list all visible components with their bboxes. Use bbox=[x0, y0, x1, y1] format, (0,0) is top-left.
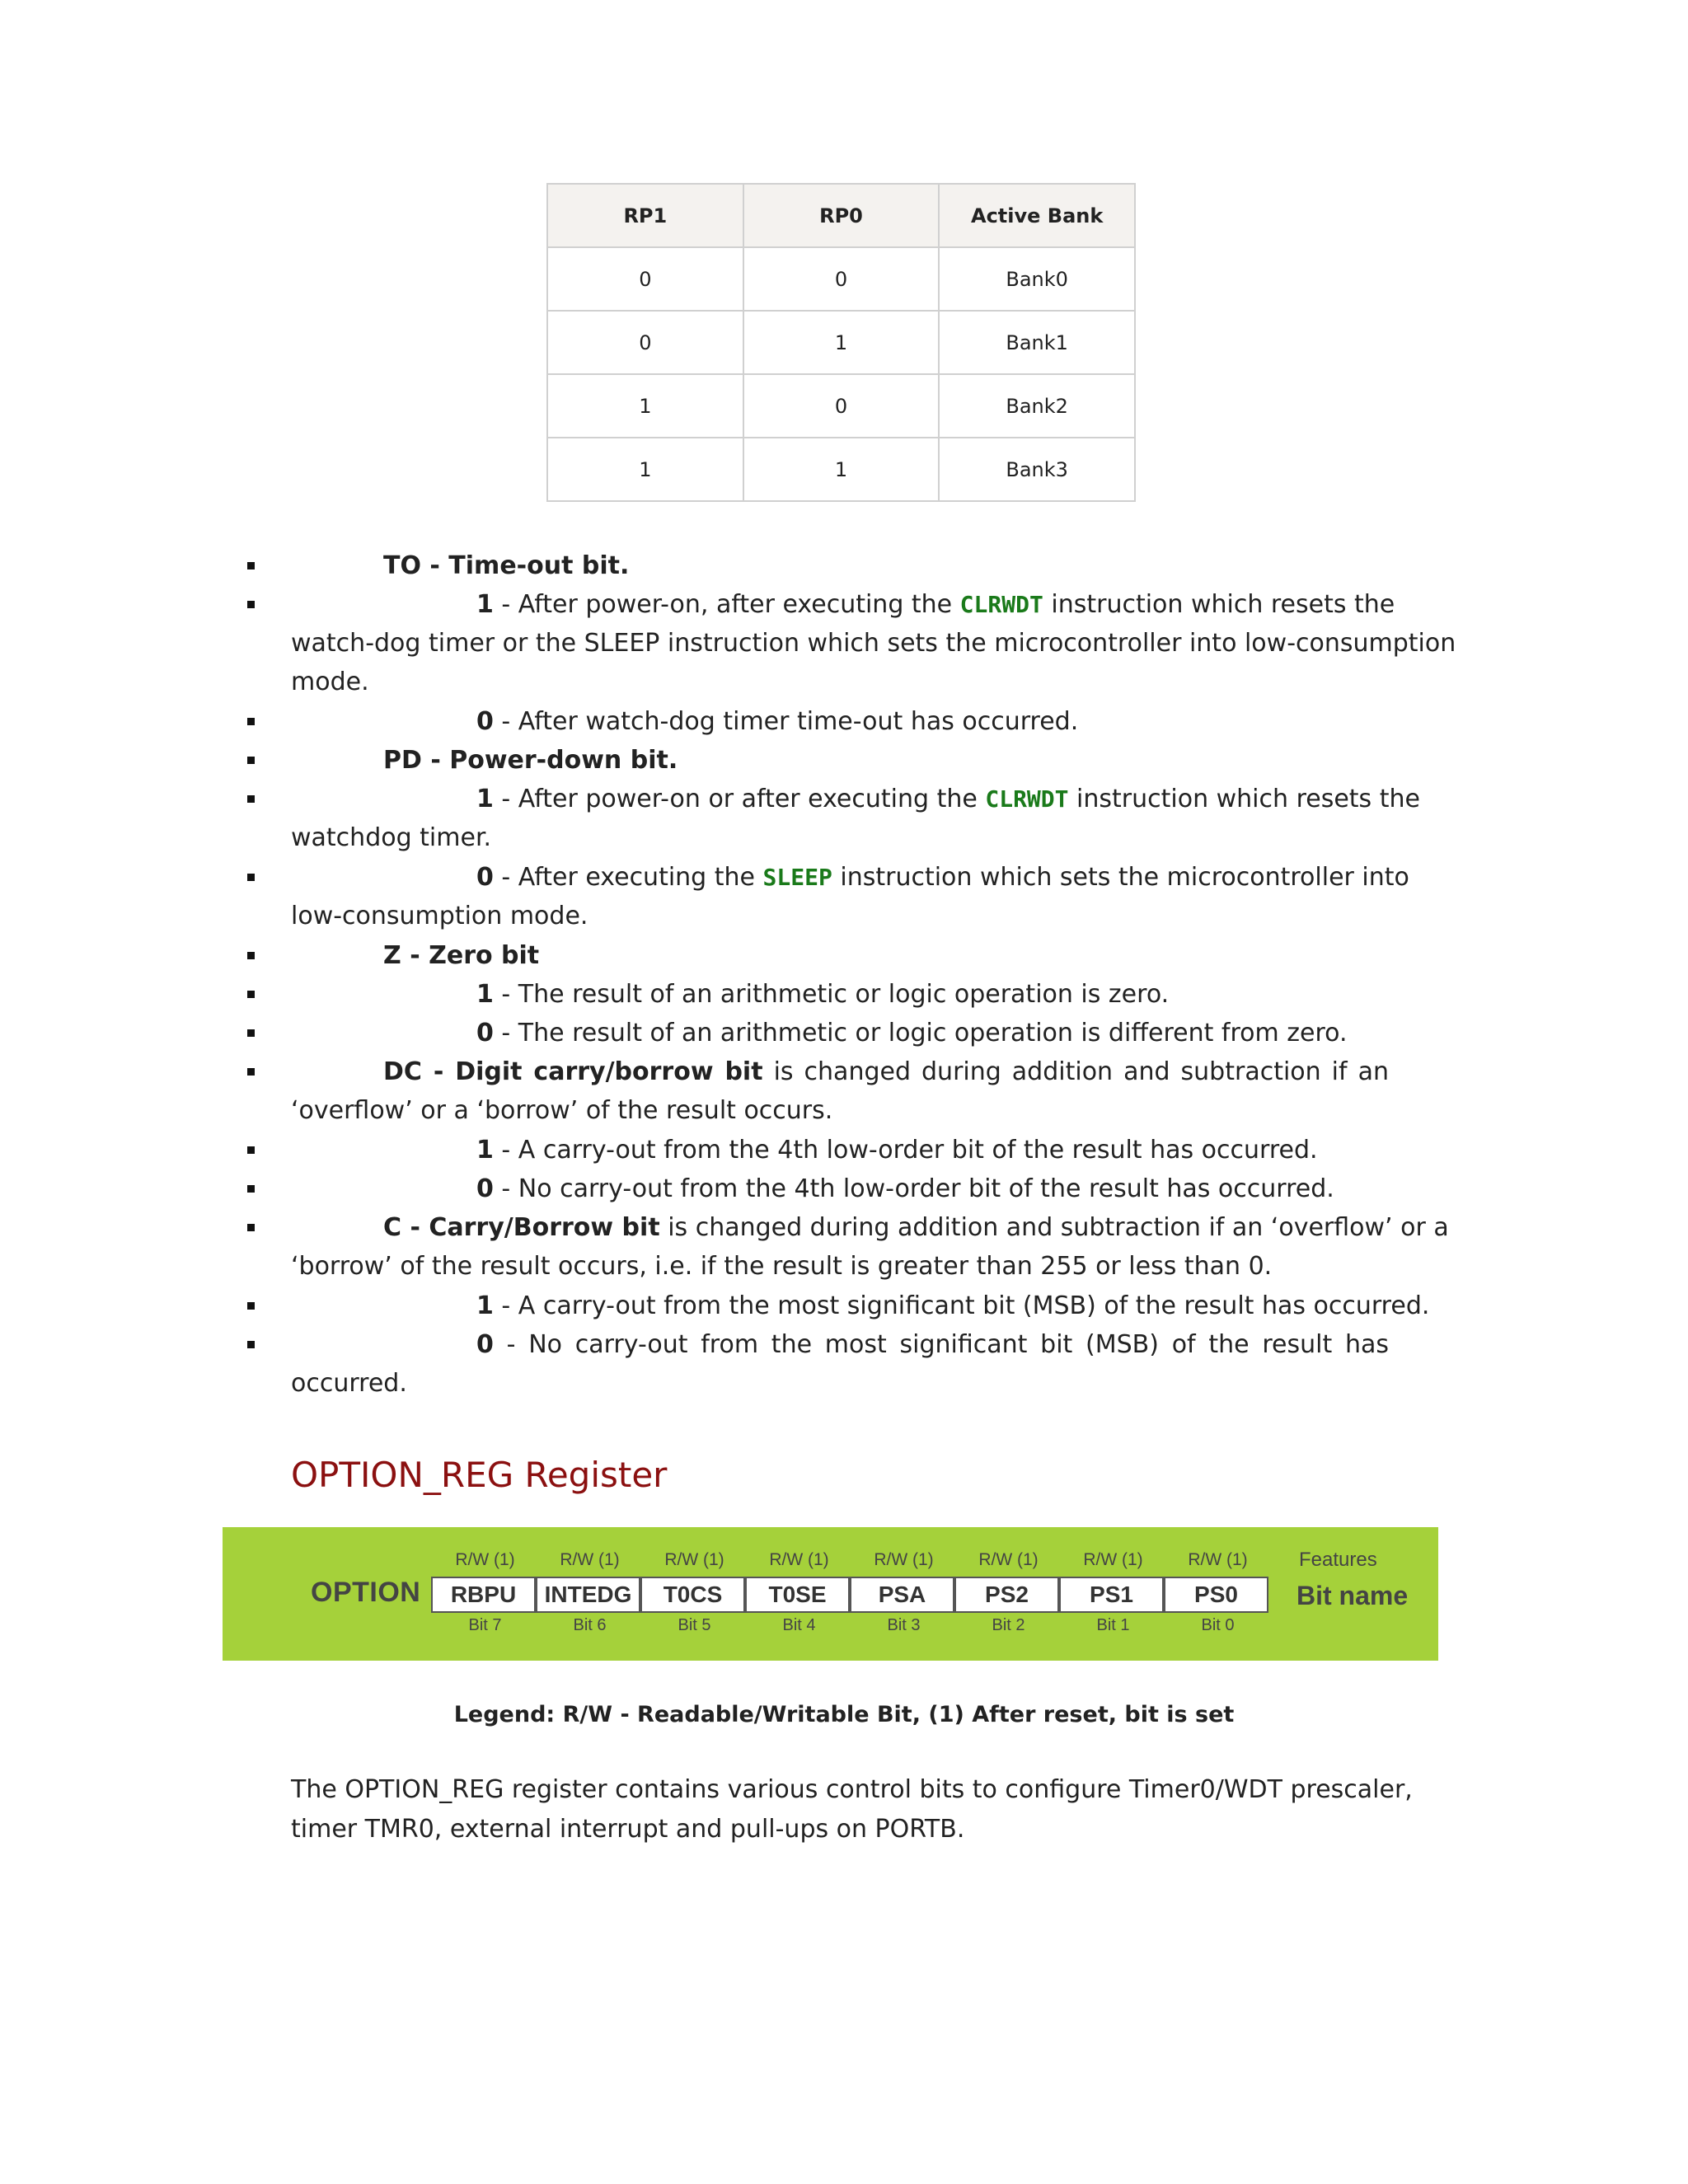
bit-cell-ps0: PS0 bbox=[1164, 1577, 1268, 1613]
bullet-icon bbox=[247, 1224, 255, 1231]
bit-number: Bit 7 bbox=[468, 1616, 502, 1634]
bit-value: 0 bbox=[476, 707, 494, 736]
bit-number: Bit 3 bbox=[887, 1616, 921, 1634]
table-cell: Bank1 bbox=[939, 311, 1135, 374]
c-bit-continuation: ‘borrow’ of the result occurs, i.e. if the result is greater than 255 or less than 0. bbox=[291, 1252, 1273, 1281]
bit-number: Bit 0 bbox=[1201, 1616, 1235, 1634]
table-cell: 0 bbox=[547, 311, 743, 374]
bit-description: - After power-on, after executing the bbox=[493, 590, 960, 619]
table-row bbox=[547, 247, 1135, 311]
bit-value: 0 bbox=[476, 1174, 494, 1203]
bit-description: - No carry-out from the 4th low-order bit of the result has occurred. bbox=[493, 1174, 1334, 1203]
to-bit-1-continuation: mode. bbox=[291, 668, 369, 696]
z-bit-0-line bbox=[476, 1014, 1347, 1052]
bit-cell-psa: PSA bbox=[850, 1577, 954, 1613]
pd-bit-1-line bbox=[476, 780, 1420, 818]
bullet-icon bbox=[247, 601, 255, 608]
c-bit-title-line bbox=[383, 1208, 1449, 1247]
bit-description: - After power-on or after executing the bbox=[493, 785, 986, 813]
table-cell: 0 bbox=[547, 247, 743, 311]
table-row bbox=[547, 374, 1135, 438]
bullet-icon bbox=[247, 1302, 255, 1310]
bullet-icon bbox=[247, 1146, 255, 1154]
table-cell: 1 bbox=[547, 438, 743, 501]
bit-value: 1 bbox=[476, 1136, 494, 1165]
section-heading: OPTION_REG Register bbox=[291, 1455, 668, 1495]
bit-description: - A carry-out from the most significant bit (MSB) of the result has occurred. bbox=[493, 1291, 1430, 1320]
access-label: R/W (1) bbox=[978, 1550, 1039, 1569]
table-cell: 0 bbox=[743, 247, 940, 311]
pd-bit-0-line bbox=[476, 858, 1409, 897]
option-register-diagram bbox=[223, 1527, 1438, 1661]
bullet-icon bbox=[247, 952, 255, 959]
table-header-active-bank: Active Bank bbox=[939, 184, 1135, 247]
legend-caption: Legend: R/W - Readable/Writable Bit, (1) After reset, bit is set bbox=[453, 1702, 1235, 1727]
bit-value: 1 bbox=[476, 590, 494, 619]
bit-description: instruction which sets the microcontroller into bbox=[832, 863, 1409, 892]
pd-bit-0-continuation: low-consumption mode. bbox=[291, 902, 588, 930]
bit-number: Bit 1 bbox=[1096, 1616, 1130, 1634]
bit-description: - The result of an arithmetic or logic operation is zero. bbox=[493, 980, 1170, 1009]
sleep-code: SLEEP bbox=[762, 864, 832, 891]
bullet-icon bbox=[247, 1029, 255, 1037]
table-cell: Bank0 bbox=[939, 247, 1135, 311]
table-row bbox=[547, 311, 1135, 374]
table-header-rp1: RP1 bbox=[547, 184, 743, 247]
bullet-icon bbox=[247, 1341, 255, 1348]
to-bit-1-continuation: watch-dog timer or the SLEEP instruction which sets the microcontroller into low-consumption bbox=[291, 629, 1456, 658]
bit-description: - A carry-out from the 4th low-order bit of the result has occurred. bbox=[493, 1136, 1318, 1165]
c-bit-0-continuation: occurred. bbox=[291, 1369, 407, 1398]
bit-description: - No carry-out from the most significant bit (MSB) of the result has bbox=[493, 1330, 1389, 1359]
bit-description: instruction which resets the bbox=[1043, 590, 1395, 619]
table-cell: Bank2 bbox=[939, 374, 1135, 438]
access-label: R/W (1) bbox=[1188, 1550, 1248, 1569]
access-label: R/W (1) bbox=[874, 1550, 934, 1569]
bit-cell-t0se: T0SE bbox=[745, 1577, 850, 1613]
dc-bit-title-line bbox=[383, 1052, 1389, 1091]
bit-number: Bit 4 bbox=[782, 1616, 816, 1634]
pd-bit-1-continuation: watchdog timer. bbox=[291, 823, 492, 852]
dc-bit-0-line bbox=[476, 1169, 1334, 1208]
access-label: R/W (1) bbox=[455, 1550, 515, 1569]
table-cell: 1 bbox=[547, 374, 743, 438]
bit-value: 0 bbox=[476, 863, 494, 892]
bullet-icon bbox=[247, 1068, 255, 1076]
to-bit-0-line bbox=[476, 702, 1078, 741]
bit-description: is changed during addition and subtraction if an bbox=[762, 1057, 1389, 1086]
c-bit-title: C - Carry/Borrow bit bbox=[383, 1213, 660, 1242]
bullet-icon bbox=[247, 757, 255, 764]
bit-description: - The result of an arithmetic or logic operation is different from zero. bbox=[493, 1019, 1348, 1047]
bullet-icon bbox=[247, 1185, 255, 1193]
to-bit-title: TO - Time-out bit. bbox=[383, 551, 630, 580]
bit-cell-intedg: INTEDG bbox=[536, 1577, 640, 1613]
bullet-icon bbox=[247, 874, 255, 881]
bit-cell-ps2: PS2 bbox=[954, 1577, 1059, 1613]
access-label: R/W (1) bbox=[1083, 1550, 1143, 1569]
bit-cell-ps1: PS1 bbox=[1059, 1577, 1164, 1613]
dc-bit-continuation: ‘overflow’ or a ‘borrow’ of the result occurs. bbox=[291, 1096, 833, 1125]
bit-value: 0 bbox=[476, 1019, 494, 1047]
bit-cell-t0cs: T0CS bbox=[640, 1577, 745, 1613]
body-paragraph-line: timer TMR0, external interrupt and pull-ups on PORTB. bbox=[291, 1815, 965, 1844]
bit-description: instruction which resets the bbox=[1068, 785, 1420, 813]
table-cell: 0 bbox=[743, 374, 940, 438]
access-label: R/W (1) bbox=[769, 1550, 829, 1569]
features-label: Features bbox=[1299, 1549, 1377, 1571]
access-label: R/W (1) bbox=[664, 1550, 724, 1569]
z-bit-1-line bbox=[476, 975, 1169, 1014]
c-bit-1-line bbox=[476, 1286, 1429, 1325]
clrwdt-code: CLRWDT bbox=[959, 591, 1043, 618]
bit-value: 1 bbox=[476, 1291, 494, 1320]
table-cell: 1 bbox=[743, 438, 940, 501]
table-cell: Bank3 bbox=[939, 438, 1135, 501]
clrwdt-code: CLRWDT bbox=[985, 785, 1069, 813]
register-label: OPTION bbox=[311, 1577, 421, 1608]
table-row bbox=[547, 438, 1135, 501]
bit-value: 1 bbox=[476, 785, 494, 813]
z-bit-title: Z - Zero bit bbox=[383, 941, 540, 970]
bit-number: Bit 6 bbox=[573, 1616, 607, 1634]
bit-number: Bit 2 bbox=[992, 1616, 1025, 1634]
bit-description: - After watch-dog timer time-out has occurred. bbox=[493, 707, 1079, 736]
bit-number: Bit 5 bbox=[678, 1616, 711, 1634]
pd-bit-title: PD - Power-down bit. bbox=[383, 746, 678, 775]
bit-value: 0 bbox=[476, 1330, 494, 1359]
bullet-icon bbox=[247, 562, 255, 569]
bit-value: 1 bbox=[476, 980, 494, 1009]
table-header-rp0: RP0 bbox=[743, 184, 940, 247]
dc-bit-title: DC - Digit carry/borrow bit bbox=[383, 1057, 763, 1086]
c-bit-0-line bbox=[476, 1325, 1389, 1364]
dc-bit-1-line bbox=[476, 1131, 1318, 1169]
table-header-row bbox=[547, 184, 1135, 247]
to-bit-1-line bbox=[476, 585, 1395, 624]
table-cell: 1 bbox=[743, 311, 940, 374]
bullet-icon bbox=[247, 991, 255, 998]
body-paragraph-line: The OPTION_REG register contains various control bits to configure Timer0/WDT prescaler, bbox=[291, 1775, 1413, 1804]
bank-select-table bbox=[546, 183, 1136, 502]
bullet-icon bbox=[247, 795, 255, 803]
bit-name-label: Bit name bbox=[1296, 1581, 1409, 1610]
bullet-icon bbox=[247, 718, 255, 725]
access-label: R/W (1) bbox=[560, 1550, 620, 1569]
bit-cell-rbpu: RBPU bbox=[431, 1577, 536, 1613]
bit-description: - After executing the bbox=[493, 863, 763, 892]
bit-description: is changed during addition and subtraction if an ‘overflow’ or a bbox=[659, 1213, 1449, 1242]
